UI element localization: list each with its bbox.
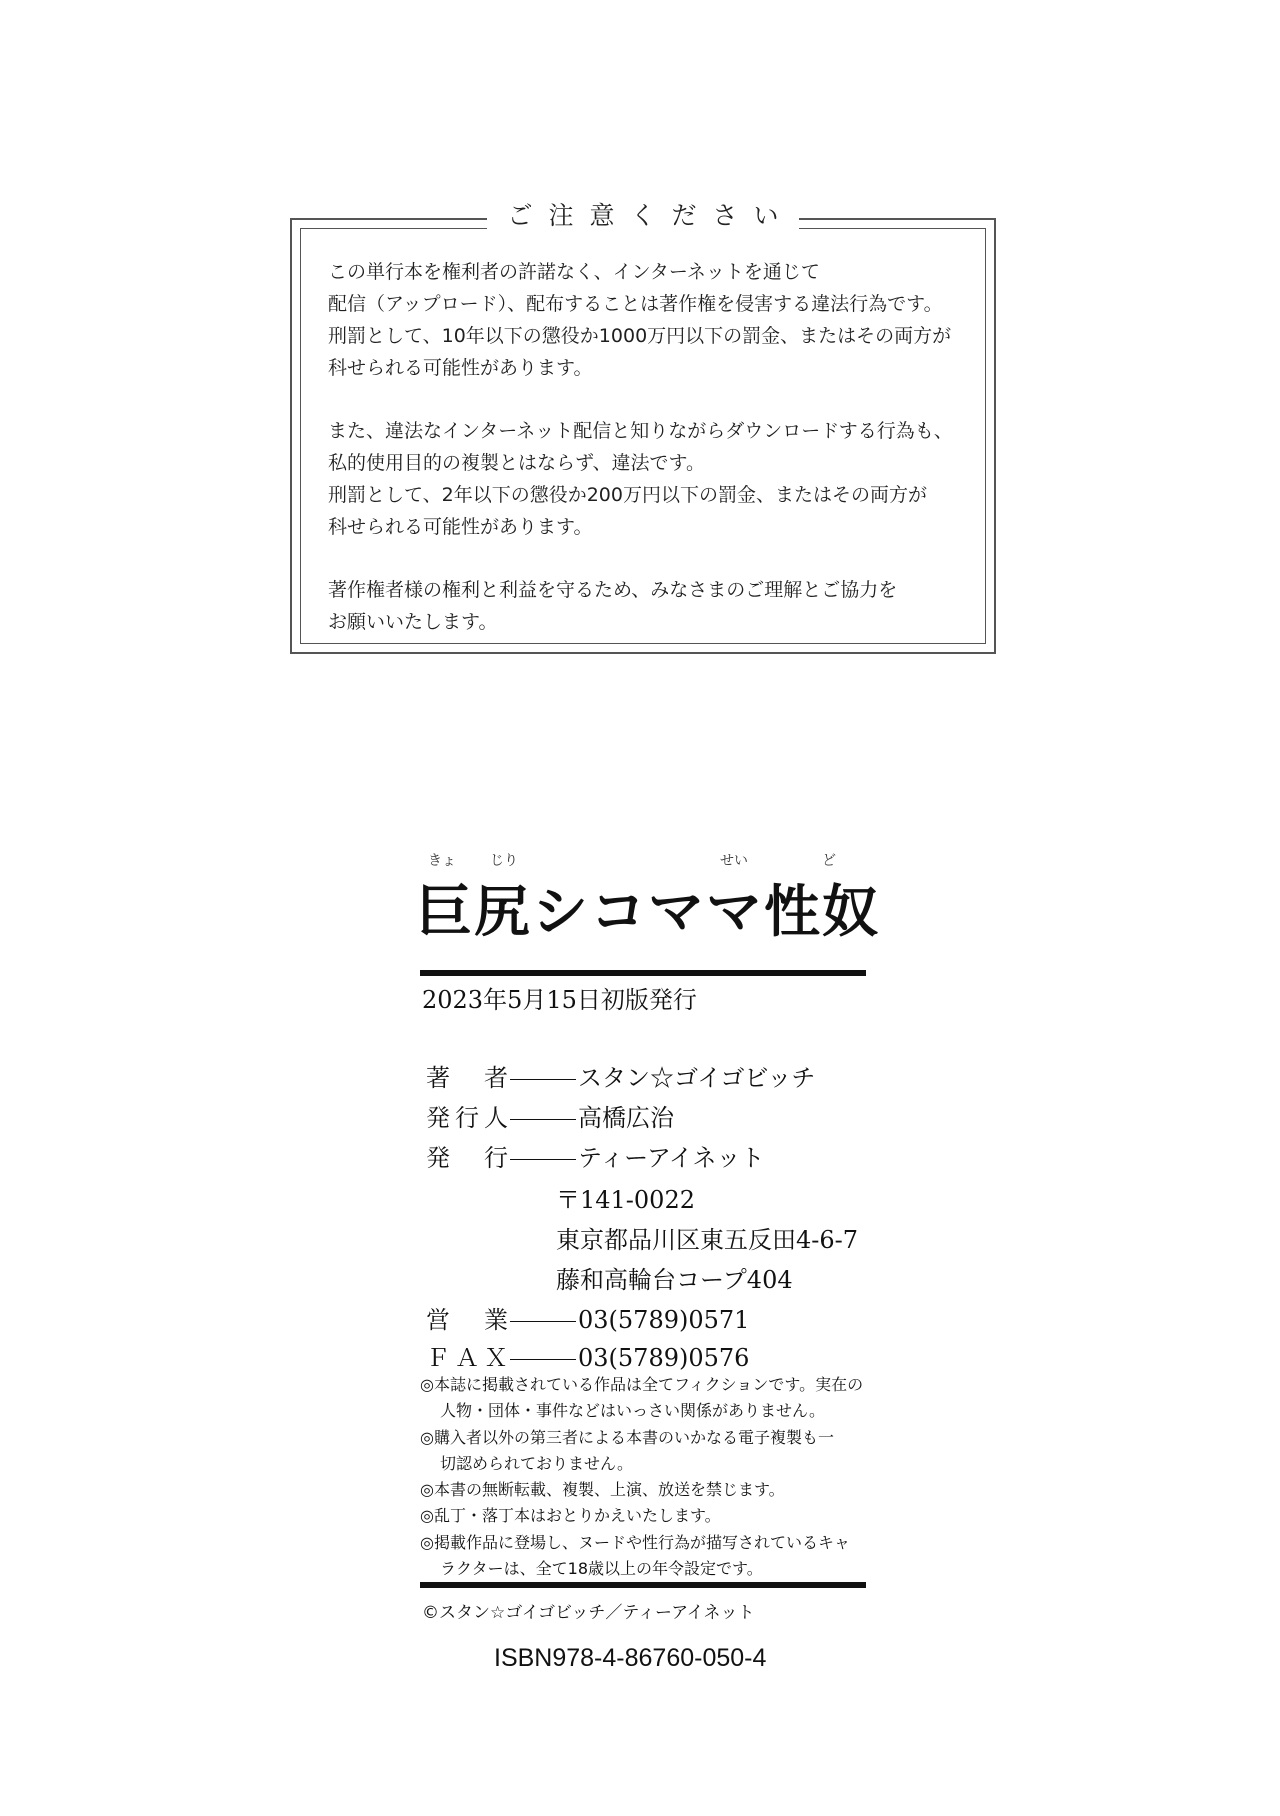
credit-publisher-person bbox=[426, 1098, 674, 1133]
credit-author bbox=[426, 1058, 815, 1093]
contact-value: 03(5789)0571 bbox=[578, 1306, 750, 1334]
notice-line: 刑罰として、10年以下の懲役か1000万円以下の罰金、またはその両方が bbox=[328, 325, 952, 347]
contact-label: ＦＡＸ bbox=[426, 1344, 508, 1372]
note-line: ◎本書の無断転載、複製、上演、放送を禁じます。 bbox=[420, 1480, 785, 1500]
isbn: ISBN978-4-86760-050-4 bbox=[494, 1644, 767, 1672]
credit-label: 著 者 bbox=[426, 1064, 508, 1092]
leader-dash bbox=[510, 1321, 576, 1322]
legal-notes bbox=[420, 1372, 880, 1582]
leader-dash bbox=[510, 1119, 576, 1120]
note-line: ◎購入者以外の第三者による本書のいかなる電子複製も一 bbox=[420, 1427, 834, 1447]
notice-title bbox=[292, 196, 994, 232]
notice-title-text: ご注意ください bbox=[487, 201, 798, 230]
credit-label: 発 行 bbox=[426, 1144, 508, 1172]
footer-rule bbox=[420, 1582, 866, 1588]
notice-line: 科せられる可能性があります。 bbox=[328, 516, 593, 538]
notice-body bbox=[328, 256, 974, 669]
title-rule bbox=[420, 970, 866, 976]
notice-line: 配信（アップロード）、配布することは著作権を侵害する違法行為です。 bbox=[328, 293, 943, 315]
notice-paragraph-1 bbox=[328, 256, 974, 384]
credit-label: 発行人 bbox=[426, 1104, 508, 1132]
notice-line: お願いいたします。 bbox=[328, 611, 498, 633]
book-title: 巨尻シコママ性奴 bbox=[416, 879, 880, 945]
notice-paragraph-3 bbox=[328, 574, 974, 638]
address-street: 東京都品川区東五反田4-6-7 bbox=[556, 1226, 859, 1254]
note-line: ◎乱丁・落丁本はおとりかえいたします。 bbox=[420, 1506, 721, 1526]
credit-value: 高橋広治 bbox=[578, 1104, 674, 1132]
notice-line: 刑罰として、2年以下の懲役か200万円以下の罰金、またはその両方が bbox=[328, 484, 927, 506]
publication-date: 2023年5月15日初版発行 bbox=[422, 986, 697, 1014]
title-ruby: きょ bbox=[428, 853, 456, 869]
address-building: 藤和高輪台コープ404 bbox=[556, 1266, 793, 1294]
notice-paragraph-2 bbox=[328, 415, 974, 543]
contact-value: 03(5789)0576 bbox=[578, 1344, 750, 1372]
title-ruby: ど bbox=[822, 853, 836, 869]
notice-line: 私的使用目的の複製とはならず、違法です。 bbox=[328, 452, 705, 474]
note-line: ラクターは、全て18歳以上の年令設定です。 bbox=[440, 1559, 763, 1579]
contact-fax bbox=[426, 1338, 749, 1373]
leader-dash bbox=[510, 1079, 576, 1080]
title-ruby: じり bbox=[490, 853, 518, 869]
notice-line: この単行本を権利者の許諾なく、インターネットを通じて bbox=[328, 261, 820, 283]
notice-box bbox=[290, 201, 996, 654]
credit-value: ティーアイネット bbox=[578, 1144, 765, 1172]
note-line: ◎掲載作品に登場し、ヌードや性行為が描写されているキャ bbox=[420, 1532, 850, 1552]
credit-publisher bbox=[426, 1138, 764, 1173]
note-line: ◎本誌に掲載されている作品は全てフィクションです。実在の bbox=[420, 1375, 864, 1394]
note-line: 人物・団体・事件などはいっさい関係がありません。 bbox=[440, 1401, 825, 1421]
address-postal-code: 〒141-0022 bbox=[556, 1186, 695, 1214]
notice-line: また、違法なインターネット配信と知りながらダウンロードする行為も、 bbox=[328, 420, 953, 442]
title-ruby: せい bbox=[720, 853, 748, 869]
notice-line: 科せられる可能性があります。 bbox=[328, 357, 593, 379]
leader-dash bbox=[510, 1159, 576, 1160]
contact-label: 営 業 bbox=[426, 1306, 508, 1334]
credit-value: スタン☆ゴイゴビッチ bbox=[578, 1064, 816, 1092]
contact-sales bbox=[426, 1300, 749, 1335]
leader-dash bbox=[510, 1359, 576, 1360]
copyright-line: ©スタン☆ゴイゴビッチ／ティーアイネット bbox=[422, 1603, 755, 1623]
note-line: 切認められておりません。 bbox=[440, 1453, 633, 1473]
notice-line: 著作権者様の権利と利益を守るため、みなさまのご理解とご協力を bbox=[328, 579, 898, 601]
